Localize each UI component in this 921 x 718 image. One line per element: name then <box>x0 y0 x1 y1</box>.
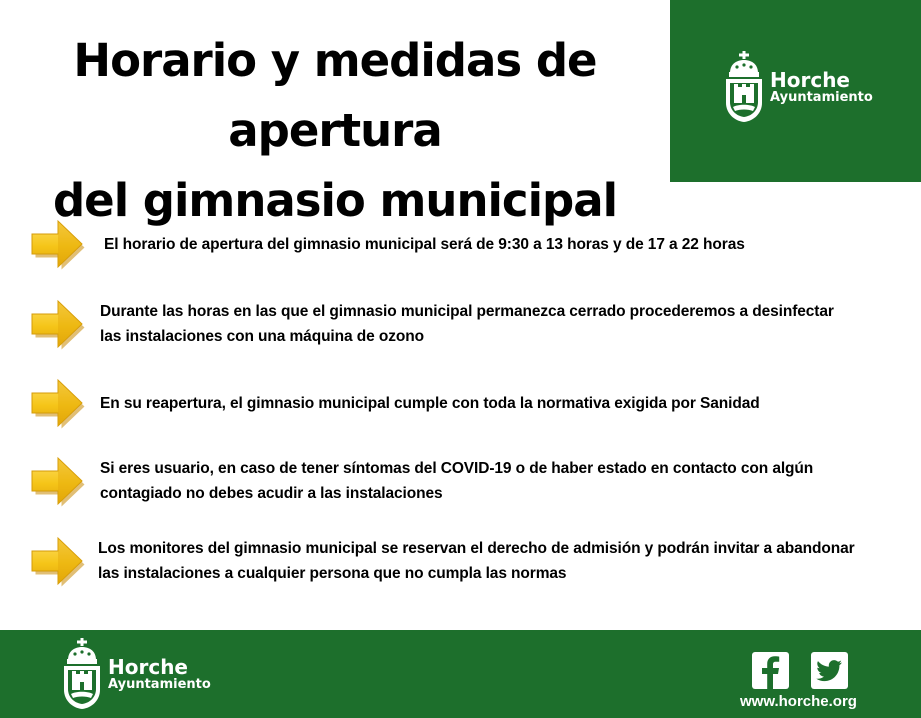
list-item <box>30 377 760 429</box>
logo-name: Horche <box>108 654 188 679</box>
list-item-text: Si eres usuario, en caso de tener síntomas del COVID-19 o de haber estado en contacto con algún contagiado no debes acudir a las instalaciones <box>100 460 814 502</box>
coat-of-arms-icon <box>62 638 102 710</box>
list-item <box>30 298 834 350</box>
social-links <box>752 652 848 689</box>
list-item <box>30 535 855 587</box>
arrow-right-icon <box>30 535 86 587</box>
title-line-1: Horario y medidas de apertura <box>73 34 597 157</box>
arrow-right-icon <box>30 218 86 270</box>
list-item-text: Los monitores del gimnasio municipal se reservan el derecho de admisión y podrán invitar a abandonar las instalaciones a cualquier persona que no cumpla las normas <box>98 540 855 582</box>
arrow-right-icon <box>30 377 86 429</box>
list-item-text: El horario de apertura del gimnasio municipal será de 9:30 a 13 horas y de 17 a 22 horas <box>104 235 745 253</box>
arrow-right-icon <box>30 298 86 350</box>
list-item-text: Durante las horas en las que el gimnasio municipal permanezca cerrado procederemos a desinfectar las instalaciones con una máquina de ozono <box>100 303 834 345</box>
list-item <box>30 455 813 507</box>
logo-subtitle: Ayuntamiento <box>108 676 211 692</box>
logo-subtitle: Ayuntamiento <box>770 89 873 105</box>
list-item <box>30 218 745 270</box>
footer <box>0 630 921 718</box>
website-link[interactable]: www.horche.org <box>740 693 857 710</box>
footer-ayuntamiento-logo <box>62 638 211 710</box>
title-line-2: del gimnasio municipal <box>52 174 618 227</box>
facebook-icon[interactable] <box>752 652 789 689</box>
list-item-text: En su reapertura, el gimnasio municipal cumple con toda la normativa exigida por Sanidad <box>100 394 760 412</box>
arrow-right-icon <box>30 455 86 507</box>
logo-name: Horche <box>770 67 850 92</box>
twitter-icon[interactable] <box>811 652 848 689</box>
